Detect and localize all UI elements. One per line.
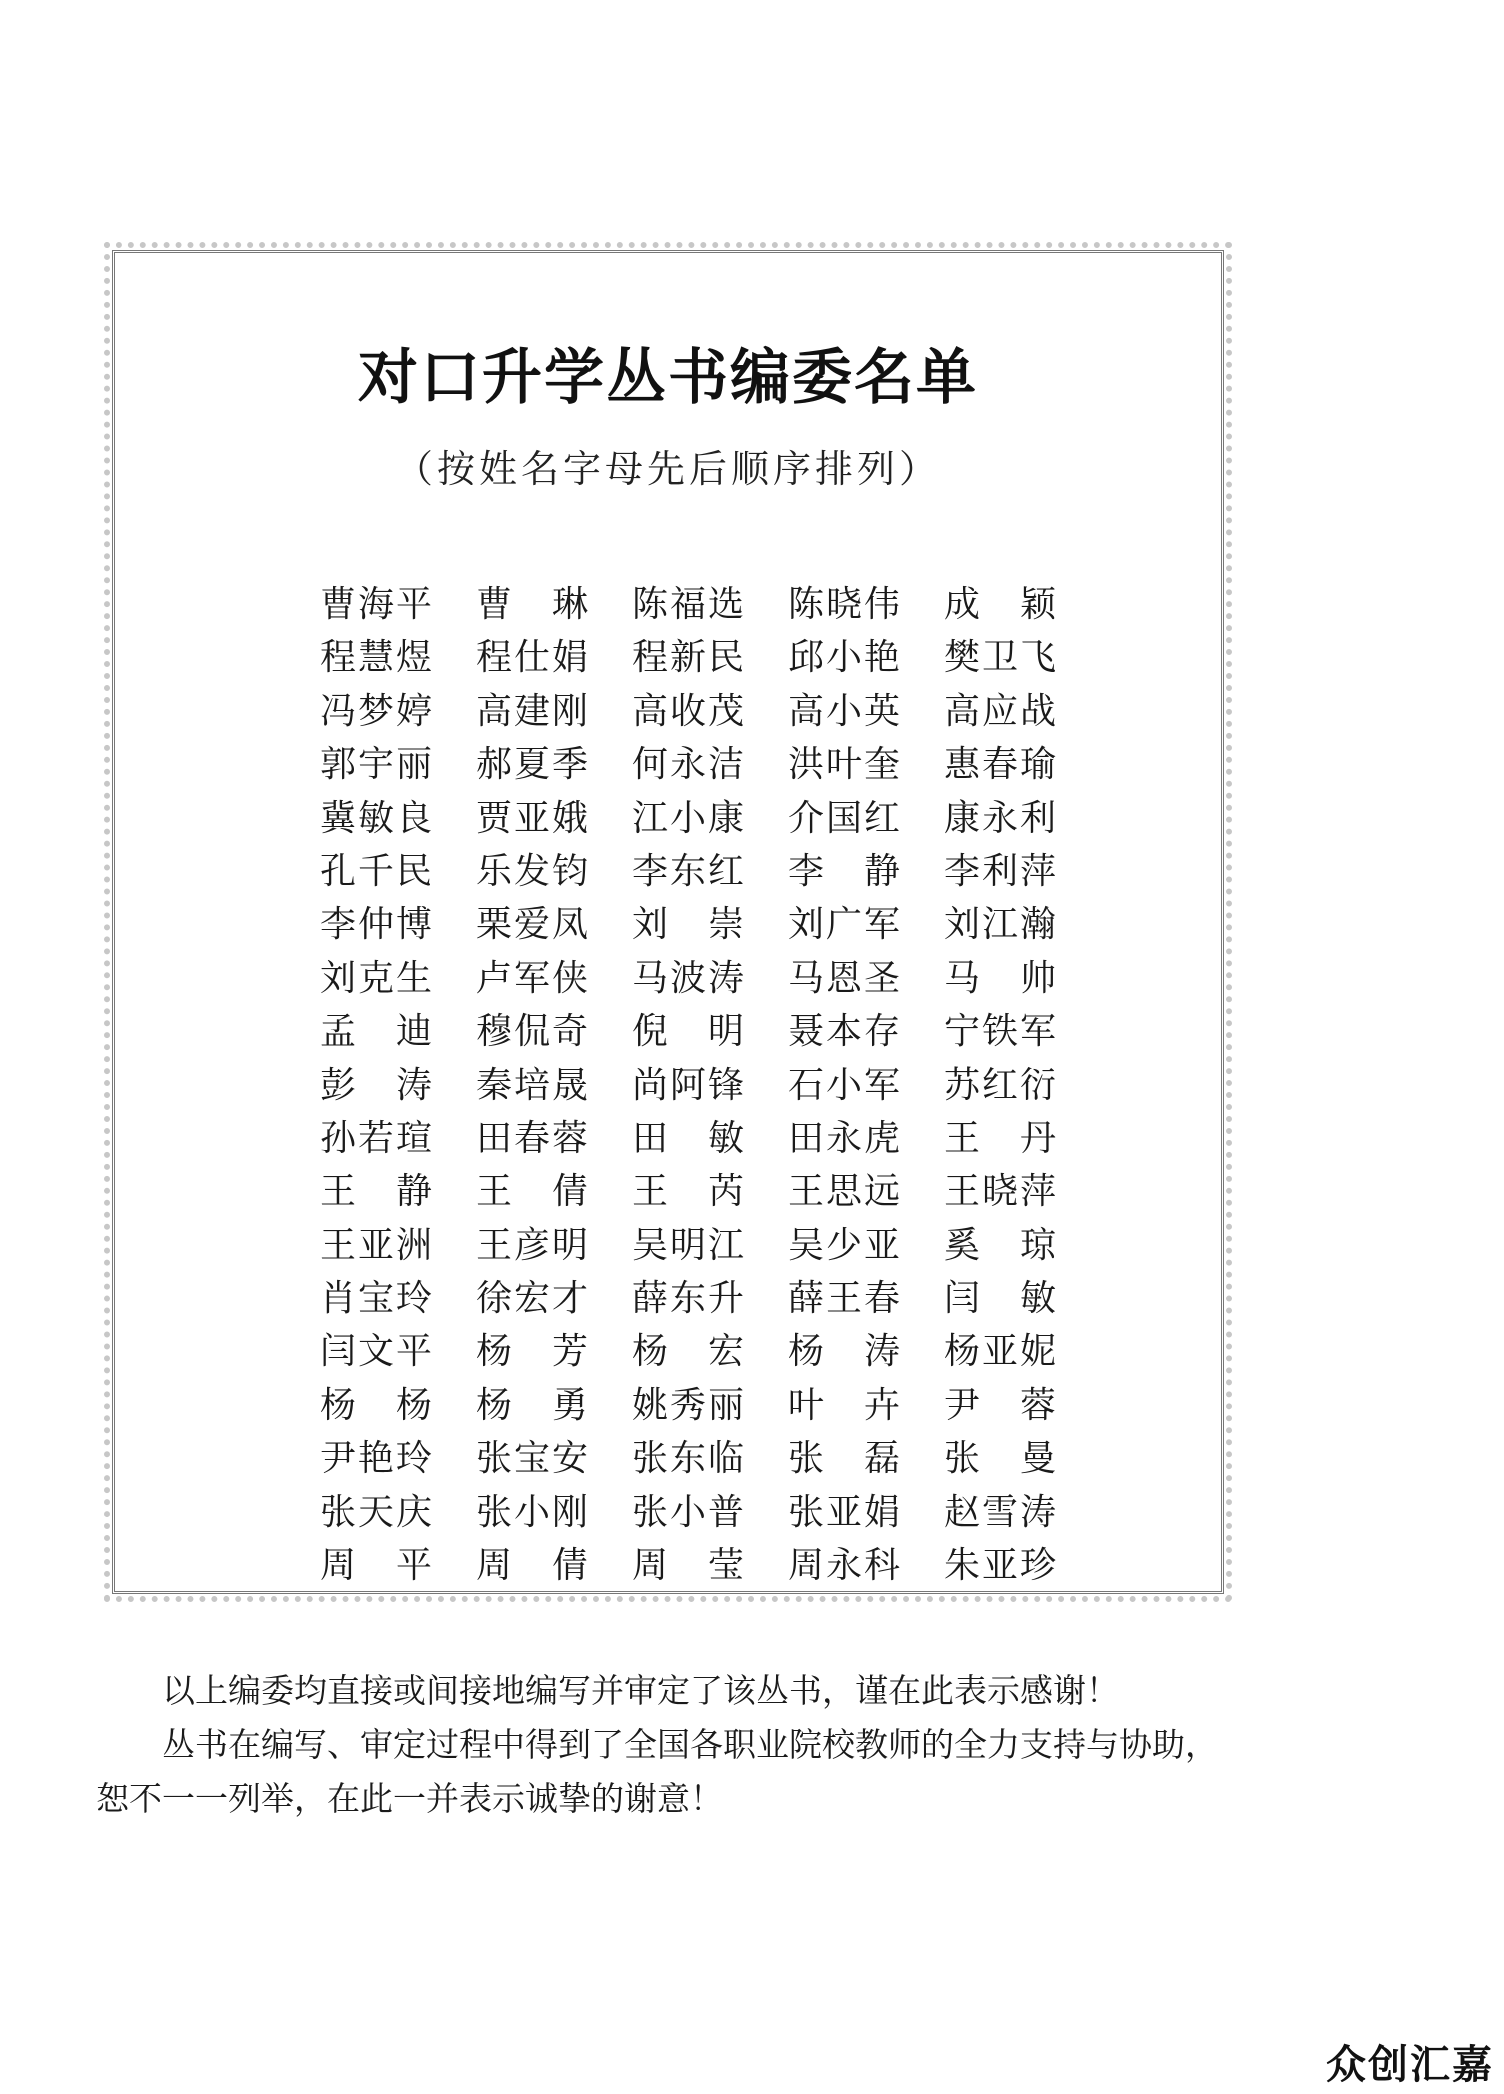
name-entry: 介国红 xyxy=(788,797,900,839)
name-entry: 冯梦婷 xyxy=(320,690,432,732)
name-entry: 王 丹 xyxy=(944,1117,1056,1159)
name-entry: 杨亚妮 xyxy=(944,1331,1056,1373)
name-entry: 杨 杨 xyxy=(320,1384,432,1426)
name-entry: 程慧煜 xyxy=(320,637,432,679)
name-entry: 惠春瑜 xyxy=(944,744,1056,786)
name-entry: 聂本存 xyxy=(788,1011,900,1053)
name-entry: 成 颖 xyxy=(944,584,1056,625)
name-entry: 杨 勇 xyxy=(476,1384,588,1426)
name-entry: 马波涛 xyxy=(632,957,744,999)
name-entry: 张宝安 xyxy=(476,1438,588,1480)
name-entry: 朱亚珍 xyxy=(944,1545,1056,1587)
name-entry: 李东红 xyxy=(632,850,744,892)
name-entry: 江小康 xyxy=(632,797,744,839)
name-entry: 程新民 xyxy=(632,637,744,679)
name-entry: 洪叶奎 xyxy=(788,744,900,786)
name-entry: 程仕娟 xyxy=(476,637,588,679)
name-entry: 樊卫飞 xyxy=(944,637,1056,679)
name-entry: 尹艳玲 xyxy=(320,1438,432,1480)
name-entry: 李 静 xyxy=(788,850,900,892)
name-entry: 姚秀丽 xyxy=(632,1384,744,1426)
name-entry: 徐宏才 xyxy=(476,1278,588,1320)
name-entry: 石小军 xyxy=(788,1064,900,1106)
name-entry: 孟 迪 xyxy=(320,1011,432,1053)
name-entry: 贾亚娥 xyxy=(476,797,588,839)
name-entry: 刘 崇 xyxy=(632,904,744,946)
name-entry: 康永利 xyxy=(944,797,1056,839)
name-entry: 王亚洲 xyxy=(320,1224,432,1266)
name-entry: 马 帅 xyxy=(944,957,1056,999)
name-entry: 肖宝玲 xyxy=(320,1278,432,1320)
name-list xyxy=(320,578,1120,1592)
name-entry: 王思远 xyxy=(788,1171,900,1213)
name-entry: 穆侃奇 xyxy=(476,1011,588,1053)
acknowledgement-paragraph-1 xyxy=(96,1664,1236,1718)
name-entry: 田 敏 xyxy=(632,1117,744,1159)
acknowledgement-paragraph-2 xyxy=(96,1718,1236,1826)
name-entry: 薛东升 xyxy=(632,1278,744,1320)
page-title: 对口升学丛书编委名单 xyxy=(358,343,978,413)
name-entry: 郝夏季 xyxy=(476,744,588,786)
name-entry: 周 倩 xyxy=(476,1545,588,1587)
name-entry: 何永洁 xyxy=(632,744,744,786)
name-entry: 张东临 xyxy=(632,1438,744,1480)
brand-watermark: 众创汇嘉 xyxy=(1326,2042,1494,2088)
name-entry: 吴明江 xyxy=(632,1224,744,1266)
name-entry: 张 磊 xyxy=(788,1438,900,1480)
name-entry: 张亚娟 xyxy=(788,1491,900,1533)
name-entry: 张小普 xyxy=(632,1491,744,1533)
name-entry: 倪 明 xyxy=(632,1011,744,1053)
name-entry: 王 倩 xyxy=(476,1171,588,1213)
acknowledgement-text-1: 以上编委均直接或间接地编写并审定了该丛书，谨在此表示感谢！ xyxy=(162,1671,1119,1710)
acknowledgement-text-2: 丛书在编写、审定过程中得到了全国各职业院校教师的全力支持与协助，恕不一一列举，在此一并表示诚挚的谢意！ xyxy=(96,1725,1218,1818)
name-entry: 陈福选 xyxy=(632,584,744,625)
name-entry: 尚阿锋 xyxy=(632,1064,744,1106)
name-entry: 苏红衍 xyxy=(944,1064,1056,1106)
name-entry: 田永虎 xyxy=(788,1117,900,1159)
name-entry: 王彦明 xyxy=(476,1224,588,1266)
name-entry: 周永科 xyxy=(788,1545,900,1587)
name-entry: 刘克生 xyxy=(320,957,432,999)
name-entry: 奚 琼 xyxy=(944,1224,1056,1266)
name-entry: 田春蓉 xyxy=(476,1117,588,1159)
name-entry: 乐发钧 xyxy=(476,850,588,892)
name-entry: 马恩圣 xyxy=(788,957,900,999)
name-entry: 杨 涛 xyxy=(788,1331,900,1373)
name-entry: 杨 芳 xyxy=(476,1331,588,1373)
name-entry: 王 芮 xyxy=(632,1171,744,1213)
name-entry: 李利萍 xyxy=(944,850,1056,892)
name-entry: 冀敏良 xyxy=(320,797,432,839)
name-entry: 尹 蓉 xyxy=(944,1384,1056,1426)
name-entry: 高收茂 xyxy=(632,690,744,732)
name-entry: 高应战 xyxy=(944,690,1056,732)
name-entry: 孔千民 xyxy=(320,850,432,892)
name-entry: 高小英 xyxy=(788,690,900,732)
name-entry: 杨 宏 xyxy=(632,1331,744,1373)
name-entry: 叶 卉 xyxy=(788,1384,900,1426)
name-entry: 卢军侠 xyxy=(476,957,588,999)
name-entry: 秦培晟 xyxy=(476,1064,588,1106)
name-entry: 闫文平 xyxy=(320,1331,432,1373)
name-entry: 赵雪涛 xyxy=(944,1491,1056,1533)
name-entry: 刘江瀚 xyxy=(944,904,1056,946)
name-entry: 吴少亚 xyxy=(788,1224,900,1266)
name-entry: 张小刚 xyxy=(476,1491,588,1533)
name-entry: 宁铁军 xyxy=(944,1011,1056,1053)
name-entry: 王晓萍 xyxy=(944,1171,1056,1213)
name-entry: 高建刚 xyxy=(476,690,588,732)
name-entry: 曹海平 xyxy=(320,584,432,625)
name-entry: 张 曼 xyxy=(944,1438,1056,1480)
name-entry: 刘广军 xyxy=(788,904,900,946)
name-entry: 栗爱凤 xyxy=(476,904,588,946)
name-entry: 曹 琳 xyxy=(476,584,588,625)
name-entry: 薛王春 xyxy=(788,1278,900,1320)
name-entry: 周 平 xyxy=(320,1545,432,1587)
name-entry: 闫 敏 xyxy=(944,1278,1056,1320)
name-entry: 王 静 xyxy=(320,1171,432,1213)
name-entry: 陈晓伟 xyxy=(788,584,900,625)
name-entry: 孙若瑄 xyxy=(320,1117,432,1159)
name-entry: 周 莹 xyxy=(632,1545,744,1587)
name-entry: 张天庆 xyxy=(320,1491,432,1533)
page-subtitle: （按姓名字母先后顺序排列） xyxy=(394,447,941,491)
name-entry: 李仲博 xyxy=(320,904,432,946)
name-entry: 邱小艳 xyxy=(788,637,900,679)
name-entry: 郭宇丽 xyxy=(320,744,432,786)
name-entry: 彭 涛 xyxy=(320,1064,432,1106)
